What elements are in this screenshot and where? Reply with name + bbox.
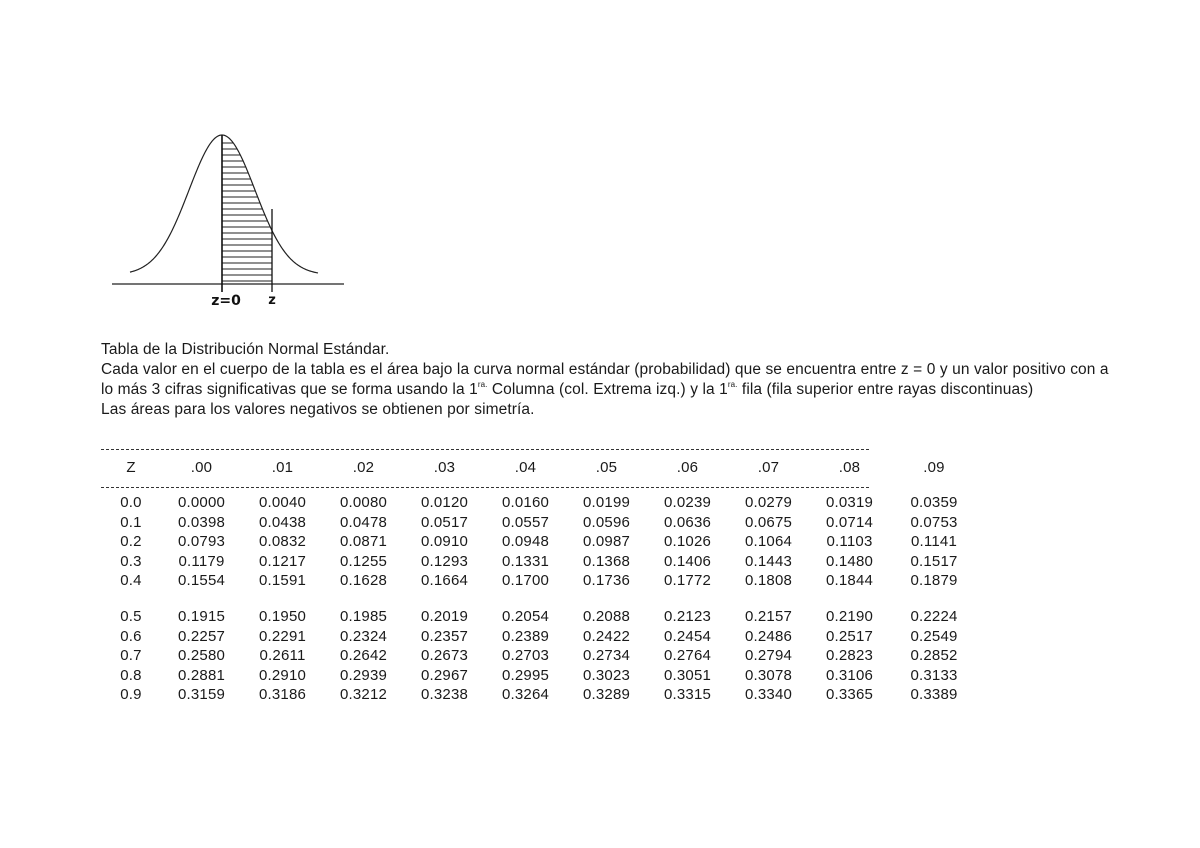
z-value-cell: 0.7 bbox=[120, 647, 142, 665]
probability-cell: 0.2389 bbox=[501, 627, 550, 645]
table-row bbox=[101, 532, 978, 552]
probability-cell: 0.3315 bbox=[663, 686, 712, 704]
probability-cell: 0.0832 bbox=[258, 533, 307, 551]
probability-cell: 0.1736 bbox=[582, 572, 631, 590]
z-value-cell: 0.0 bbox=[120, 494, 142, 511]
header-col: .09 bbox=[923, 459, 945, 476]
probability-cell: 0.3340 bbox=[744, 686, 793, 704]
probability-cell: 0.3133 bbox=[910, 666, 958, 684]
probability-cell: 0.2611 bbox=[259, 647, 306, 665]
probability-cell: 0.3051 bbox=[663, 666, 712, 684]
probability-cell: 0.2157 bbox=[744, 607, 793, 625]
header-col: .04 bbox=[514, 459, 537, 476]
z-value-cell: 0.9 bbox=[120, 686, 142, 704]
probability-cell: 0.1179 bbox=[178, 552, 225, 570]
probability-cell: 0.2257 bbox=[177, 627, 226, 645]
probability-cell: 0.2517 bbox=[825, 627, 874, 645]
table-row bbox=[101, 646, 978, 666]
probability-cell: 0.3365 bbox=[825, 686, 874, 704]
probability-cell: 0.1844 bbox=[825, 572, 874, 590]
table-row bbox=[101, 513, 978, 533]
probability-cell: 0.1443 bbox=[744, 552, 793, 570]
z-value-cell: 0.5 bbox=[120, 607, 142, 625]
probability-cell: 0.0398 bbox=[177, 513, 226, 531]
probability-cell: 0.3023 bbox=[582, 666, 631, 684]
header-z: Z bbox=[126, 459, 136, 476]
probability-cell: 0.0319 bbox=[825, 494, 874, 511]
probability-cell: 0.1255 bbox=[339, 552, 388, 570]
probability-cell: 0.1406 bbox=[663, 552, 712, 570]
probability-cell: 0.0080 bbox=[339, 494, 388, 511]
bell-curve bbox=[130, 135, 318, 273]
probability-cell: 0.0160 bbox=[501, 494, 550, 511]
probability-cell: 0.2324 bbox=[339, 627, 388, 645]
probability-cell: 0.1293 bbox=[420, 552, 469, 570]
probability-cell: 0.1064 bbox=[744, 533, 793, 551]
probability-cell: 0.3078 bbox=[744, 666, 793, 684]
table-row bbox=[101, 666, 978, 686]
header-col: .05 bbox=[595, 459, 618, 476]
probability-cell: 0.2995 bbox=[501, 666, 550, 684]
table-header-row bbox=[101, 455, 978, 481]
probability-cell: 0.1808 bbox=[744, 572, 793, 590]
probability-cell: 0.1517 bbox=[910, 552, 958, 570]
z-value-cell: 0.6 bbox=[120, 627, 142, 645]
probability-cell: 0.2088 bbox=[582, 607, 631, 625]
header-col: .06 bbox=[676, 459, 699, 476]
z-value-cell: 0.2 bbox=[120, 533, 142, 551]
probability-cell: 0.0000 bbox=[177, 494, 226, 511]
probability-cell: 0.0359 bbox=[910, 494, 958, 511]
probability-cell: 0.3264 bbox=[501, 686, 550, 704]
probability-cell: 0.0714 bbox=[825, 513, 874, 531]
probability-cell: 0.3289 bbox=[582, 686, 631, 704]
probability-cell: 0.2580 bbox=[177, 647, 226, 665]
symmetry-note: Las áreas para los valores negativos se obtienen por simetría. bbox=[101, 401, 535, 418]
z-value-cell: 0.1 bbox=[120, 513, 142, 531]
intro-text bbox=[101, 340, 1111, 420]
header-col: .08 bbox=[838, 459, 861, 476]
probability-cell: 0.0199 bbox=[582, 494, 631, 511]
probability-cell: 0.2881 bbox=[177, 666, 226, 684]
probability-cell: 0.0596 bbox=[582, 513, 631, 531]
probability-cell: 0.0636 bbox=[663, 513, 712, 531]
header-col: .03 bbox=[433, 459, 456, 476]
probability-cell: 0.2549 bbox=[910, 627, 958, 645]
probability-cell: 0.3212 bbox=[339, 686, 388, 704]
probability-cell: 0.2291 bbox=[258, 627, 307, 645]
probability-cell: 0.2852 bbox=[910, 647, 958, 665]
probability-cell: 0.0438 bbox=[258, 513, 307, 531]
z-value-cell: 0.4 bbox=[120, 572, 142, 590]
table-row bbox=[101, 685, 978, 705]
probability-cell: 0.1879 bbox=[910, 572, 958, 590]
probability-cell: 0.2190 bbox=[825, 607, 874, 625]
probability-cell: 0.0871 bbox=[339, 533, 388, 551]
probability-cell: 0.3389 bbox=[910, 686, 958, 704]
probability-cell: 0.2123 bbox=[663, 607, 712, 625]
probability-cell: 0.2054 bbox=[501, 607, 550, 625]
header-col: .07 bbox=[757, 459, 780, 476]
probability-cell: 0.3159 bbox=[177, 686, 226, 704]
probability-cell: 0.2422 bbox=[582, 627, 631, 645]
probability-cell: 0.1368 bbox=[582, 552, 631, 570]
probability-cell: 0.2357 bbox=[420, 627, 469, 645]
probability-cell: 0.2823 bbox=[825, 647, 874, 665]
probability-cell: 0.0517 bbox=[420, 513, 469, 531]
probability-cell: 0.1103 bbox=[826, 533, 873, 551]
header-col: .02 bbox=[352, 459, 375, 476]
table-description: Cada valor en el cuerpo de la tabla es el área bajo la curva normal estándar (probabilidad) que se encuentra entre z = 0 y un valor positivo con a lo más 3 cifras significativas que se forma usando la $1^{ra.}$ Columna (col. Extrema izq.) y la $1^{ra.}$ fila (fila superior entre rayas discontinuas) bbox=[101, 361, 1109, 398]
probability-cell: 0.0279 bbox=[744, 494, 793, 511]
header-col: .01 bbox=[271, 459, 294, 476]
probability-cell: 0.1915 bbox=[177, 607, 226, 625]
probability-cell: 0.2486 bbox=[744, 627, 793, 645]
probability-cell: 0.0987 bbox=[582, 533, 631, 551]
probability-cell: 0.1141 bbox=[911, 533, 957, 551]
probability-cell: 0.1554 bbox=[177, 572, 226, 590]
normal-curve-figure bbox=[100, 125, 360, 315]
table-title: Tabla de la Distribución Normal Estándar. bbox=[101, 341, 390, 358]
probability-cell: 0.2224 bbox=[910, 607, 958, 625]
z-label: z bbox=[268, 293, 276, 308]
z-value-cell: 0.3 bbox=[120, 552, 142, 570]
probability-cell: 0.0557 bbox=[501, 513, 550, 531]
z-value-cell: 0.8 bbox=[120, 666, 142, 684]
probability-cell: 0.2019 bbox=[420, 607, 469, 625]
probability-cell: 0.1950 bbox=[258, 607, 307, 625]
z-zero-label: z=0 bbox=[211, 293, 241, 309]
table-row bbox=[101, 493, 978, 513]
probability-cell: 0.2673 bbox=[420, 647, 469, 665]
probability-cell: 0.0040 bbox=[258, 494, 307, 511]
probability-cell: 0.2939 bbox=[339, 666, 388, 684]
probability-cell: 0.1026 bbox=[663, 533, 712, 551]
header-col: .00 bbox=[190, 459, 213, 476]
probability-cell: 0.0910 bbox=[420, 533, 469, 551]
probability-cell: 0.3106 bbox=[825, 666, 874, 684]
table-row bbox=[101, 627, 978, 647]
shaded-area-hatching bbox=[222, 143, 272, 281]
probability-cell: 0.1480 bbox=[825, 552, 874, 570]
table-row bbox=[101, 607, 978, 627]
probability-cell: 0.1628 bbox=[339, 572, 388, 590]
probability-cell: 0.1331 bbox=[501, 552, 550, 570]
probability-cell: 0.2967 bbox=[420, 666, 469, 684]
probability-cell: 0.3186 bbox=[258, 686, 307, 704]
probability-cell: 0.0239 bbox=[663, 494, 712, 511]
probability-cell: 0.1217 bbox=[258, 552, 307, 570]
probability-cell: 0.1664 bbox=[420, 572, 469, 590]
probability-cell: 0.0478 bbox=[339, 513, 388, 531]
table-body bbox=[101, 481, 978, 705]
probability-cell: 0.0120 bbox=[420, 494, 469, 511]
probability-cell: 0.0675 bbox=[744, 513, 793, 531]
probability-cell: 0.2794 bbox=[744, 647, 793, 665]
probability-cell: 0.1591 bbox=[258, 572, 307, 590]
probability-cell: 0.2910 bbox=[258, 666, 307, 684]
probability-cell: 0.1985 bbox=[339, 607, 388, 625]
dashed-rule-top bbox=[101, 449, 869, 450]
z-table bbox=[101, 455, 978, 705]
probability-cell: 0.2454 bbox=[663, 627, 712, 645]
probability-cell: 0.2734 bbox=[582, 647, 631, 665]
probability-cell: 0.3238 bbox=[420, 686, 469, 704]
probability-cell: 0.0948 bbox=[501, 533, 550, 551]
probability-cell: 0.2764 bbox=[663, 647, 712, 665]
probability-cell: 0.0793 bbox=[177, 533, 226, 551]
table-row bbox=[101, 571, 978, 591]
probability-cell: 0.2703 bbox=[501, 647, 550, 665]
probability-cell: 0.1772 bbox=[663, 572, 712, 590]
probability-cell: 0.2642 bbox=[339, 647, 388, 665]
table-row bbox=[101, 552, 978, 572]
probability-cell: 0.0753 bbox=[910, 513, 958, 531]
probability-cell: 0.1700 bbox=[501, 572, 550, 590]
